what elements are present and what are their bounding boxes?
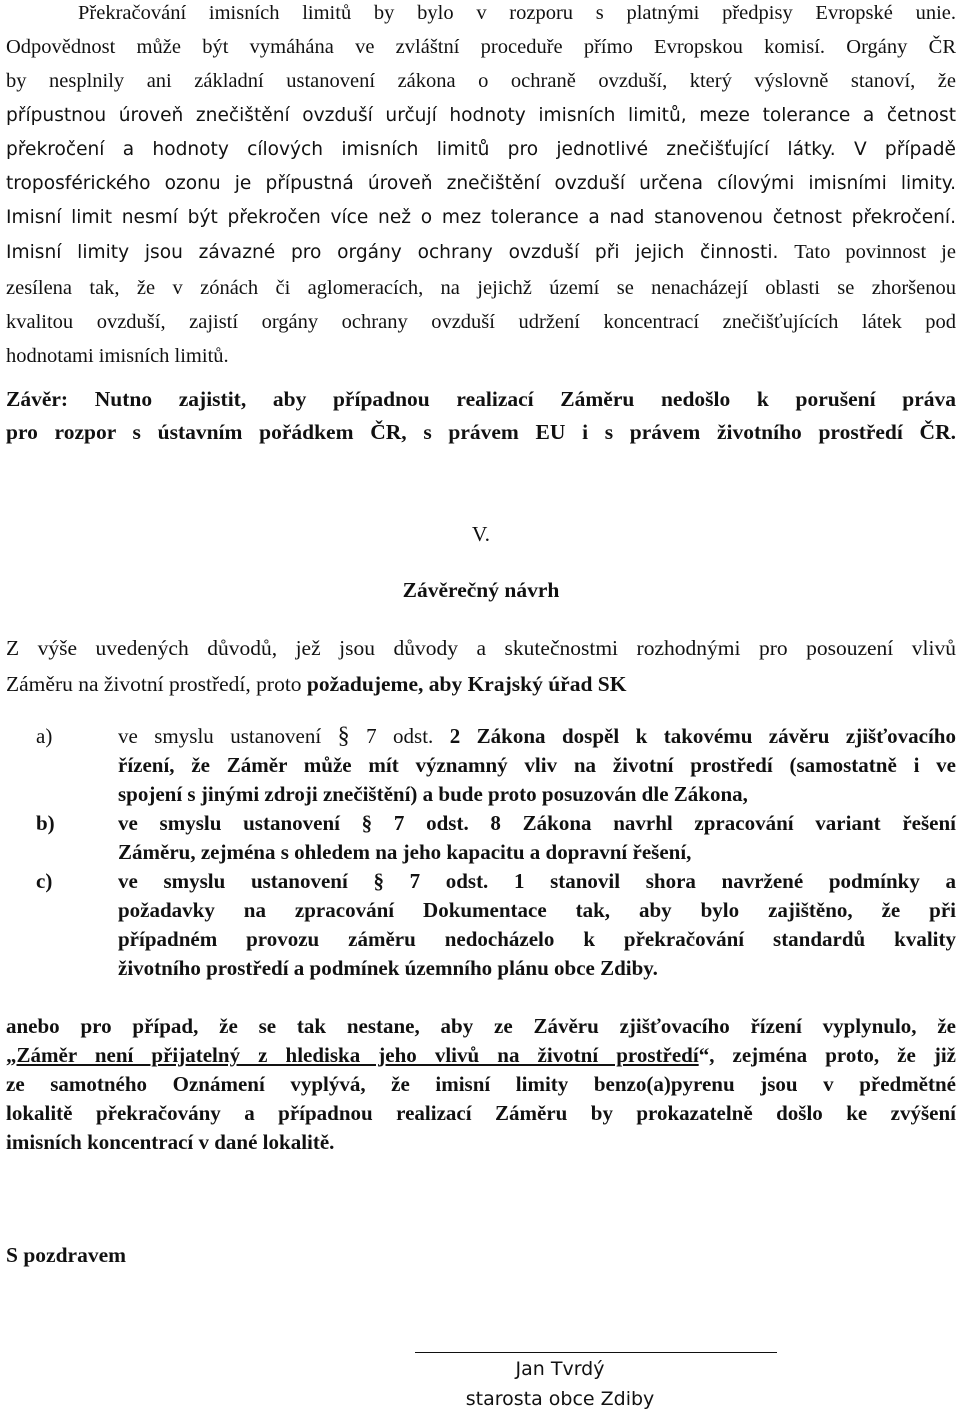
text-line: Závěr: Nutno zajistit, aby případnou realizací Záměru nedošlo k porušení práva bbox=[6, 387, 956, 411]
proposal-intro bbox=[6, 630, 956, 702]
text-line: Záměru, zejména s ohledem na jeho kapacitu a dopravní řešení, bbox=[118, 840, 692, 864]
list-item-body bbox=[118, 722, 956, 809]
text-line: imisních koncentrací v dané lokalitě. bbox=[6, 1130, 335, 1154]
text-segment: ve smyslu ustanovení bbox=[118, 724, 338, 748]
text-line: hodnotami imisních limitů. bbox=[6, 345, 229, 368]
list-item-body bbox=[118, 867, 956, 983]
paragraph-emission-limits bbox=[6, 0, 956, 373]
section-title: Závěrečný návrh bbox=[402, 578, 560, 602]
text-line bbox=[6, 1041, 956, 1070]
text-line bbox=[6, 666, 956, 702]
text-line: troposférického ozonu je přípustná úroveň znečištění ovzduší určena cílovými imisními limity. bbox=[6, 173, 956, 195]
text-line: Imisní limit nesmí být překročen více než o mez tolerance a nad stanovenou četnost překročení. bbox=[6, 207, 956, 229]
text-line: ve smyslu ustanovení § 7 odst. 8 Zákona navrhl zpracování variant řešení bbox=[118, 811, 956, 835]
list-item-body bbox=[118, 809, 956, 867]
text-segment: Záměru na životní prostředí, proto bbox=[6, 672, 307, 696]
text-segment: požadujeme, aby Krajský úřad SK bbox=[306, 672, 627, 696]
signatory-role: starosta obce Zdiby bbox=[465, 1388, 655, 1410]
text-line: anebo pro případ, že se tak nestane, aby ze Závěru zjišťovacího řízení vyplynulo, že bbox=[6, 1014, 956, 1038]
signature-line bbox=[415, 1352, 777, 1353]
text-line: Překračování imisních limitů by bylo v rozporu s platnými předpisy Evropské unie. bbox=[78, 2, 956, 24]
text-line: životního prostředí a podmínek územního plánu obce Zdiby. bbox=[118, 956, 658, 980]
text-line: případném provozu záměru nedocházelo k překračování standardů kvality bbox=[118, 927, 956, 951]
text-line: ve smyslu ustanovení § 7 odst. 1 stanovil shora navržené podmínky a bbox=[118, 869, 956, 893]
text-line bbox=[6, 235, 956, 270]
text-line: lokalitě překračovány a případnou realizací Záměru by prokazatelně došlo ke zvýšení bbox=[6, 1101, 956, 1125]
request-list bbox=[6, 722, 956, 983]
text-line: spojení s jinými zdroji znečištění) a bude proto posuzován dle Zákona, bbox=[118, 782, 748, 806]
text-segment: 2 Zákona dospěl k takovému závěru zjišťovacího bbox=[433, 724, 956, 748]
list-item-letter: b) bbox=[36, 811, 55, 835]
underlined-statement: Záměr není přijatelný z hlediska jeho vlivů na životní prostředí bbox=[16, 1043, 699, 1067]
text-line: Odpovědnost může být vymáhána ve zvláštní proceduře přímo Evropskou komisí. Orgány ČR bbox=[6, 36, 956, 59]
text-segment: překročení a hodnoty cílových imisních limitů pro jednotlivé znečišťující látky. bbox=[6, 138, 836, 160]
text-line: by nesplnily ani základní ustanovení zákona o ochraně ovzduší, který výslovně stanoví, že bbox=[6, 70, 956, 93]
text-line: pro rozpor s ústavním pořádkem ČR, s právem EU i s právem životního prostředí ČR. bbox=[6, 420, 956, 444]
text-line bbox=[118, 722, 956, 751]
text-line: řízení, že Záměr může mít významný vliv na životní prostředí (samostatně i ve bbox=[118, 753, 956, 777]
regards: S pozdravem bbox=[6, 1243, 127, 1267]
section-sign: § bbox=[337, 723, 350, 749]
closing-paragraph bbox=[6, 1012, 956, 1157]
text-line: Z výše uvedených důvodů, jež jsou důvody a skutečnostmi rozhodnými pro posouzení vlivů bbox=[6, 636, 956, 660]
list-item bbox=[6, 867, 956, 983]
text-segment: Tato povinnost je bbox=[794, 241, 956, 264]
list-item-letter: a) bbox=[36, 724, 53, 748]
list-item-letter: c) bbox=[36, 869, 53, 893]
conclusion-paragraph bbox=[6, 383, 956, 449]
list-item bbox=[6, 722, 956, 809]
section-number: V. bbox=[471, 522, 491, 546]
text-segment: V případě bbox=[853, 138, 956, 160]
quote-mark: „ bbox=[6, 1043, 17, 1067]
text-line: ze samotného Oznámení vyplývá, že imisní limity benzo(a)pyrenu jsou v předmětné bbox=[6, 1072, 956, 1096]
text-line: přípustnou úroveň znečištění ovzduší určují hodnoty imisních limitů, meze tolerance a četnost bbox=[6, 104, 956, 126]
text-line: kvalitou ovzduší, zajistí orgány ochrany ovzduší udržení koncentrací znečišťujících látek pod bbox=[6, 310, 956, 333]
text-segment: 7 odst. bbox=[349, 724, 434, 748]
list-item bbox=[6, 809, 956, 867]
signatory-name: Jan Tvrdý bbox=[515, 1358, 605, 1380]
text-line bbox=[6, 133, 956, 167]
text-line: požadavky na zpracování Dokumentace tak, aby bylo zajištěno, že při bbox=[118, 898, 956, 922]
text-segment: “, zejména proto, že již bbox=[698, 1043, 956, 1067]
text-line: zesílena tak, že v zónách či aglomeracích, na jejichž území se nenacházejí oblasti se zhoršenou bbox=[6, 276, 956, 299]
text-segment: Imisní limity jsou závazné pro orgány ochrany ovzduší při jejich činnosti. bbox=[6, 242, 779, 264]
